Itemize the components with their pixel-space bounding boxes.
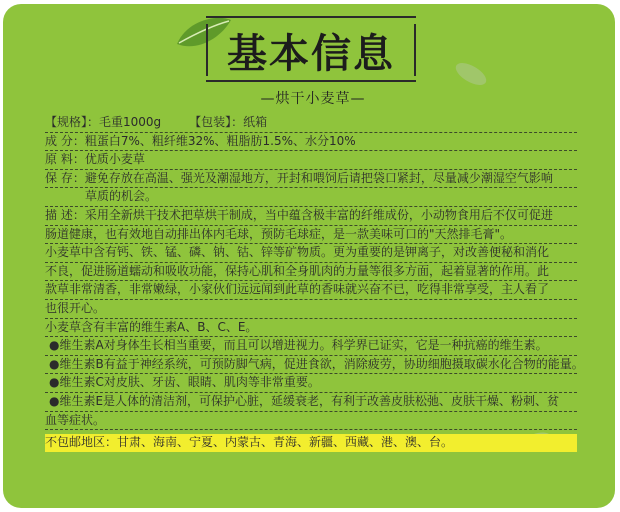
page-title: 基本信息 — [227, 30, 395, 77]
mineral-line: 小麦草中含有钙、铁、锰、磷、钠、钴、锌等矿物质。更为重要的是钾离子，对改善便秘和消化 — [45, 244, 577, 263]
vitamin-a-line: ●维生素A对身体生长相当重要，而且可以增进视力。科学界已证实，它是一种抗癌的维生素。 — [45, 337, 577, 356]
vitamin-intro-line: 小麦草含有丰富的维生素A、B、C、E。 — [45, 319, 577, 338]
storage-line: 保 存：避免存放在高温、强光及潮湿地方，开封和喂饲后请把袋口紧封，尽量减少潮湿空气影响 — [45, 170, 577, 189]
spec-text: 【规格】：毛重1000g — [45, 115, 162, 129]
description-line: 肠道健康，也有效地自动排出体内毛球，预防毛球症，是一款美味可口的"天然排毛膏"。 — [45, 226, 577, 245]
description-line: 描 述：采用全新烘干技术把草烘干制成，当中蕴含极丰富的纤维成份，小动物食用后不仅可促进 — [45, 207, 577, 226]
shipping-notice: 不包邮地区：甘肃、海南、宁夏、内蒙古、青海、新疆、西藏、港、澳、台。 — [45, 434, 577, 452]
product-subtitle: —烘干小麦草— — [260, 91, 366, 107]
vitamin-e-line-continued: 血等症状。 — [45, 412, 577, 431]
storage-line-continued: 草质的机会。 — [45, 188, 577, 207]
info-list — [45, 114, 584, 452]
vitamin-c-line: ●维生素C对皮肤、牙齿、眼睛、肌肉等非常重要。 — [45, 374, 577, 393]
ingredients-line: 成 分：粗蛋白7%、粗纤维32%、粗脂肪1.5%、水分10% — [45, 133, 577, 152]
mineral-line: 也很开心。 — [45, 300, 577, 319]
mineral-line: 款草非常清香，非常嫩绿，小家伙们远远闻到此草的香味就兴奋不已，吃得非常享受，主人看了 — [45, 281, 577, 300]
leaf-icon — [451, 56, 491, 92]
title-frame — [206, 16, 416, 82]
package-text: 【包装】：纸箱 — [189, 115, 268, 129]
vitamin-b-line: ●维生素B有益于神经系统，可预防脚气病，促进食欲，消除疲劳，协助细胞摄取碳水化合物的能量。 — [45, 356, 577, 375]
material-line: 原 料：优质小麦草 — [45, 151, 577, 170]
vitamin-e-line: ●维生素E是人体的清洁剂，可保护心脏，延缓衰老，有利于改善皮肤松弛、皮肤干燥、粉刺、贫 — [45, 393, 577, 412]
mineral-line: 不良，促进肠道蠕动和吸收功能，保持心肌和全身肌肉的力量等很多方面，起着显著的作用。此 — [45, 263, 577, 282]
spec-line — [45, 114, 577, 133]
